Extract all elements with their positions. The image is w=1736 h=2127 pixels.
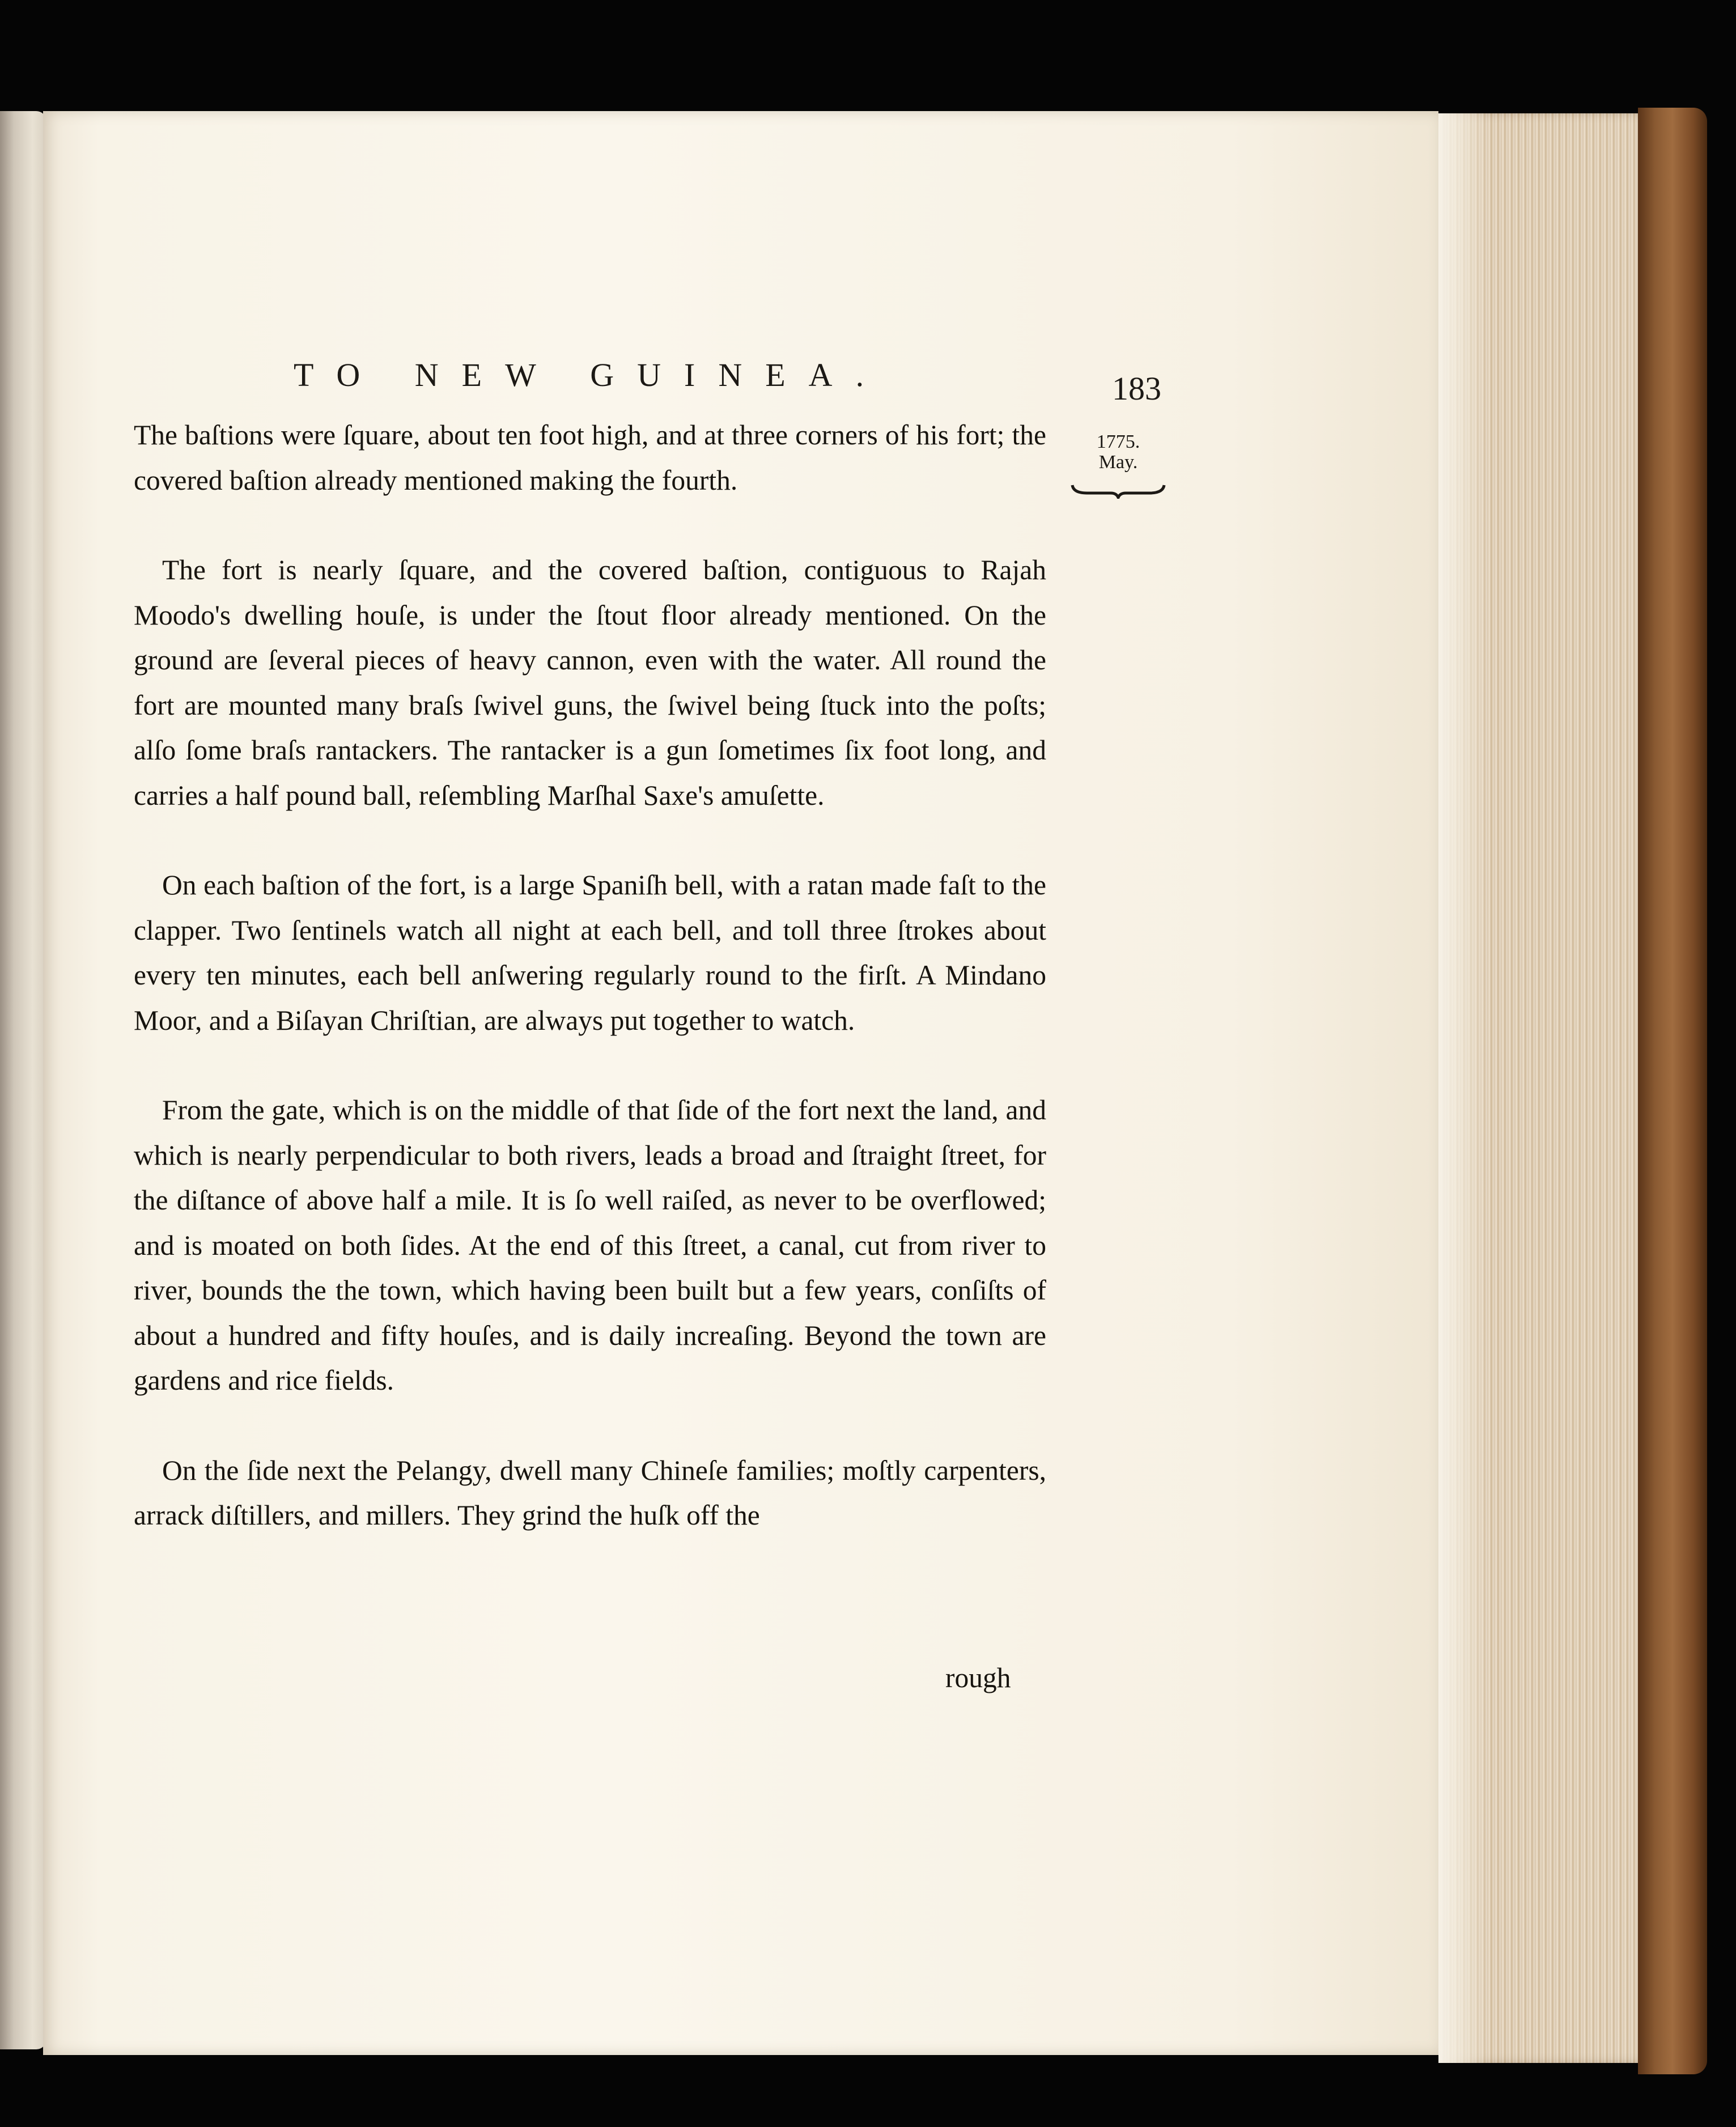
running-head: TO NEW GUINEA. [294,356,888,393]
margin-brace-icon [1070,482,1166,499]
body-text [134,413,1046,1583]
paragraph-5: On the ſide next the Pelangy, dwell many Chineſe families; moſtly carpenters, arrack diſtillers, and millers. They grind the huſk off the [134,1454,1046,1531]
catchword: rough [945,1662,1011,1693]
previous-page-edge [0,111,46,2049]
paragraph-1: The baſtions were ſquare, about ten foot high, and at three corners of his fort; the covered baſtion already mentioned making the fourth. [134,419,1046,496]
page-number: 183 [1112,370,1161,407]
margin-note [1070,432,1166,473]
paragraph-3: On each baſtion of the fort, is a large Spaniſh bell, with a ratan made faſt to the clapper. Two ſentinels watch all night at each bell, and toll three ſtrokes about every ten minutes, each bell anſwering regularly round to the firſt. A Mindano Moor, and a Biſayan Chriſtian, are always put together to watch. [134,869,1046,1036]
fore-edge-shade [1438,113,1489,2063]
margin-note-year: 1775. [1096,431,1140,452]
leather-binding [1638,108,1707,2074]
paragraph-4: From the gate, which is on the middle of that ſide of the fort next the land, and which is nearly perpendicular to both rivers, leads a broad and ſtraight ſtreet, for the diſtance of above half a mile. It is ſo well raiſed, as never to be overflowed; and is moated on both ſides. At the end of this ſtreet, a canal, cut from river to river, bounds the the town, which having been built but a few years, conſiſts of about a hundred and fifty houſes, and is daily increaſing. Beyond the town are gardens and rice fields. [134,1094,1046,1396]
paragraph-2: The fort is nearly ſquare, and the covered baſtion, contiguous to Rajah Moodo's dwelling houſe, is under the ſtout floor already mentioned. On the ground are ſeveral pieces of heavy cannon, even with the water. All round the fort are mounted many braſs ſwivel guns, the ſwivel being ſtuck into the poſts; alſo ſome braſs rantackers. The rantacker is a gun ſometimes ſix foot long, and carries a half pound ball, reſembling Marſhal Saxe's amuſette. [134,554,1046,811]
margin-note-month: May. [1098,452,1138,473]
